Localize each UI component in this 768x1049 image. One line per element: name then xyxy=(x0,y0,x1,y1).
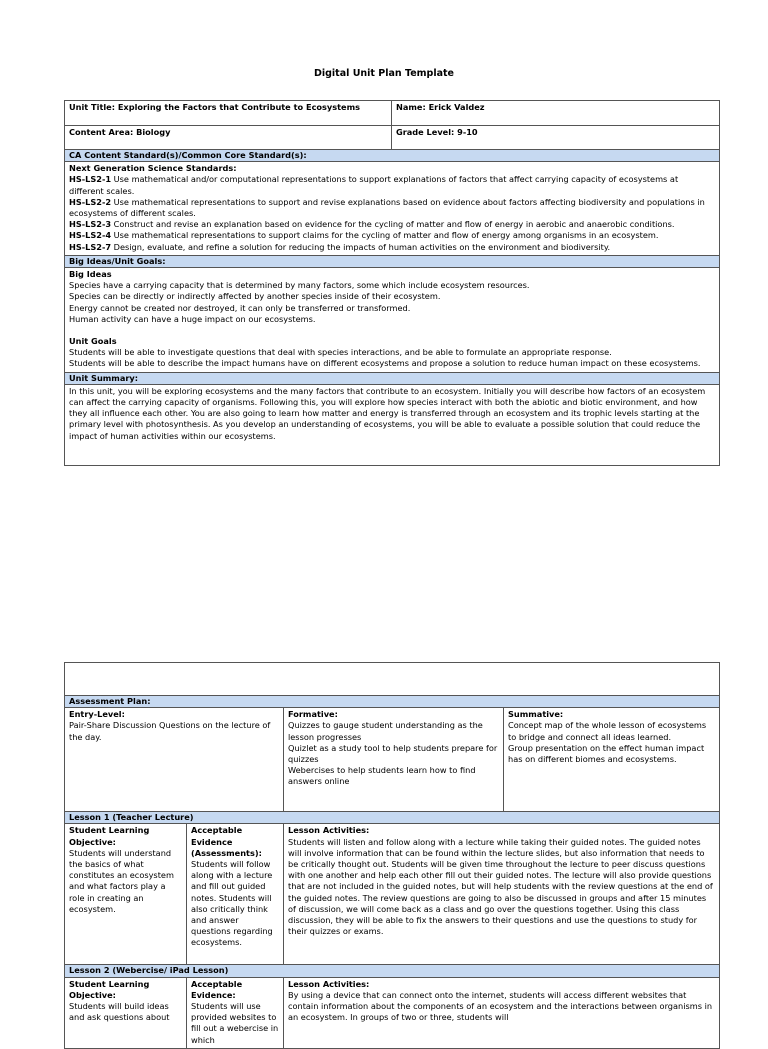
standards-subheader: Next Generation Science Standards: xyxy=(69,163,237,174)
blank-row xyxy=(65,663,720,696)
lesson1-objective-text: Students will understand the basics of what constitutes an ecosystem and what factors play a role in creating an ecosystem. xyxy=(69,847,174,914)
lesson1-header: Lesson 1 (Teacher Lecture) xyxy=(65,812,720,824)
unit-goal-item: Students will be able to investigate questions that deal with species interactions, and be able to formulate an appropriate response. xyxy=(69,347,612,358)
document-title: Digital Unit Plan Template xyxy=(313,68,454,79)
unit-title: Unit Title: Exploring the Factors that Contribute to Ecosystems xyxy=(65,101,392,126)
formative-item: Webercises to help students learn how to find answers online xyxy=(288,765,476,787)
assessment-header: Assessment Plan: xyxy=(65,696,720,708)
lesson1-evidence-cell xyxy=(187,824,284,965)
entry-level-title: Entry-Level: xyxy=(69,709,125,720)
big-idea-item: Human activity can have a huge impact on our ecosystems. xyxy=(69,313,316,324)
standards-cell xyxy=(65,162,720,256)
lesson1-evidence-title: Acceptable Evidence (Assessments): xyxy=(191,825,262,858)
lesson1-objective-title: Student Learning Objective: xyxy=(69,825,150,847)
content-area: Content Area: Biology xyxy=(65,126,392,150)
formative-title: Formative: xyxy=(288,709,338,720)
assessment-lessons-table xyxy=(64,662,720,1049)
lesson2-activities-text: By using a device that can connect onto the internet, students will access different websites that contain information about the components of an ecosystem and the interactions between organisms in an ecosystem. In groups of two or three, students will xyxy=(288,989,713,1023)
standards-header: CA Content Standard(s)/Common Core Standard(s): xyxy=(65,150,720,162)
unit-goal-item: Students will be able to describe the impact humans have on different ecosystems and propose a solution to reduce human impact on these ecosystems. xyxy=(69,358,701,369)
lesson2-activities-title: Lesson Activities: xyxy=(288,978,370,989)
big-ideas-title: Big Ideas xyxy=(69,269,112,280)
summative-cell xyxy=(504,708,720,812)
lesson1-objective-cell xyxy=(65,824,187,965)
summative-item: Concept map of the whole lesson of ecosystems to bridge and connect all ideas learned. xyxy=(508,720,707,742)
lesson1-activities-text: Students will listen and follow along with a lecture while taking their guided notes. The guided notes will involve information that can be found within the lecture slides, but also information that needs to be critically thought out. Students will be given time throughout the lecture to peer discuss questions with one another and help each other fill out their guided notes. The lecture will also provide questions that are not included in the guided notes, but will help students with the review questions at the end of the guided notes. The review questions are going to also be discussed in groups and after 15 minutes of discussion, we will come back as a class and go over the questions together. Using this class discussion, they will be able to fix the answers to their questions and use the questions to study for their quizzes or exams. xyxy=(288,836,713,937)
formative-item: Quizlet as a study tool to help students prepare for quizzes xyxy=(288,742,498,765)
formative-cell xyxy=(284,708,504,812)
lesson2-header: Lesson 2 (Webercise/ iPad Lesson) xyxy=(65,965,720,977)
lesson1-activities-cell xyxy=(284,824,720,965)
standard-item: HS-LS2-3 Construct and revise an explanation based on evidence for the cycling of matter and flow of energy in aerobic and anaerobic conditions. xyxy=(69,219,675,230)
standard-item: HS-LS2-7 Design, evaluate, and refine a solution for reducing the impacts of human activities on the environment and biodiversity. xyxy=(69,241,611,252)
big-ideas-cell xyxy=(65,268,720,373)
big-ideas-header: Big Ideas/Unit Goals: xyxy=(65,255,720,267)
unit-plan-table xyxy=(64,100,720,466)
unit-summary-header: Unit Summary: xyxy=(65,372,720,384)
standard-item: HS-LS2-4 Use mathematical representations to support claims for the cycling of matter and flow of energy among organisms in an ecosystem. xyxy=(69,230,659,241)
summative-item: Group presentation on the effect human impact has on different biomes and ecosystems. xyxy=(508,742,705,765)
teacher-name: Name: Erick Valdez xyxy=(392,101,720,126)
big-idea-item: Energy cannot be created nor destroyed, it can only be transferred or transformed. xyxy=(69,302,411,313)
grade-level: Grade Level: 9-10 xyxy=(392,126,720,150)
formative-item: Quizzes to gauge student understanding as the lesson progresses xyxy=(288,720,483,742)
lesson2-activities-cell xyxy=(284,977,720,1048)
lesson1-evidence-text: Students will follow along with a lecture and fill out guided notes. Students will also critically think and answer questions regarding ecosystems. xyxy=(191,859,273,948)
lesson2-objective-text: Students will build ideas and ask questions about xyxy=(69,1001,170,1023)
lesson2-evidence-title: Acceptable Evidence: xyxy=(191,978,243,1000)
big-idea-item: Species can be directly or indirectly affected by another species inside of their ecosystem. xyxy=(69,291,441,302)
standard-item: HS-LS2-1 Use mathematical and/or computational representations to support explanations of factors that affect carrying capacity of ecosystems at different scales. xyxy=(69,174,679,196)
lesson1-activities-title: Lesson Activities: xyxy=(288,825,370,836)
lesson2-evidence-cell xyxy=(187,977,284,1048)
unit-summary-text: In this unit, you will be exploring ecosystems and the many factors that contribute to an ecosystem. Initially you will describe how factors of an ecosystem can affect the carrying capacity of organisms. Following this, you will explore how species interact with both the abiotic and biotic environment, and how they all influence each other. You are also going to learn how matter and energy is transferred through an ecosystem and its trophic levels starting at the primary level with photosynthesis. As you develop an understanding of ecosystems, you will be able to evaluate a possible solution that could reduce the impact of human activities within our ecosystems. xyxy=(65,384,720,465)
summative-title: Summative: xyxy=(508,709,564,720)
big-idea-item: Species have a carrying capacity that is determined by many factors, some which include ecosystem resources. xyxy=(69,280,530,291)
unit-goals-title: Unit Goals xyxy=(69,336,117,347)
entry-level-text: Pair-Share Discussion Questions on the lecture of the day. xyxy=(69,720,271,742)
lesson2-objective-title: Student Learning Objective: xyxy=(69,978,150,1000)
lesson2-objective-cell xyxy=(65,977,187,1048)
standard-item: HS-LS2-2 Use mathematical representations to support and revise explanations based on evidence about factors affecting biodiversity and populations in ecosystems of different scales. xyxy=(69,196,705,219)
lesson2-evidence-text: Students will use provided websites to fill out a webercise in which xyxy=(191,1001,279,1045)
entry-level-cell xyxy=(65,708,284,812)
